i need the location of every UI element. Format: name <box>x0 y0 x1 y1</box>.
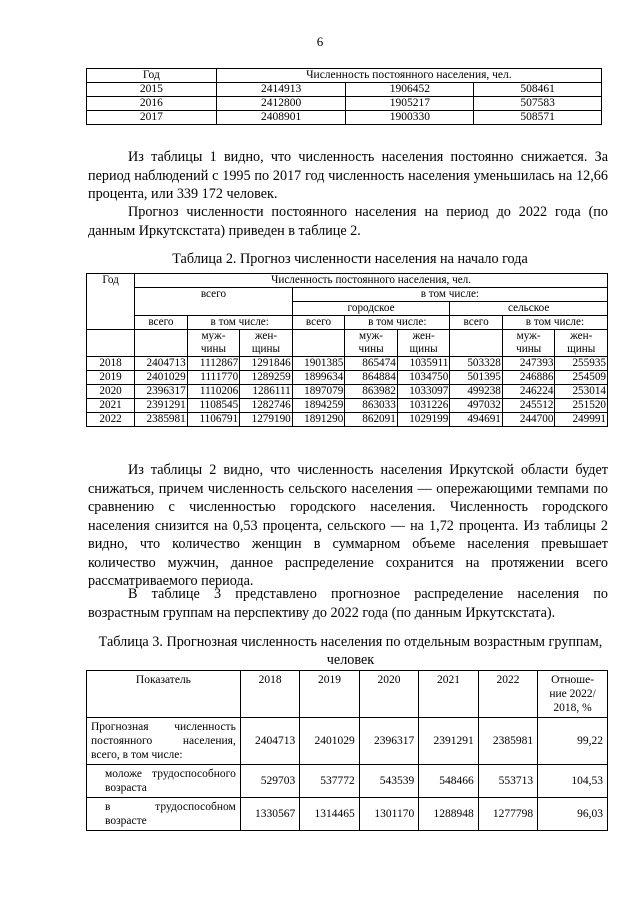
table2-caption: Таблица 2. Прогноз численности населения на начало года <box>172 251 528 267</box>
value-cell: 96,03 <box>538 798 608 831</box>
table-row <box>87 765 608 798</box>
table-row <box>87 111 602 125</box>
paragraph-3: Из таблицы 2 видно, что численность населения Иркутской области будет снижаться, причем численность сельского населения — опережающими темпами по сравнению с численностью городского населения. Численность городского населения снизится на 0,53 процента, сельского — на 1,72 процента. Из таблицы 2 видно, что количество женщин в суммарном объеме населения превышает количество мужчин, данное распределение сохранится на протяжении всего рассматриваемого периода. <box>88 462 608 589</box>
value-cell: 2404713 <box>135 357 188 371</box>
value-cell: 1897079 <box>292 385 345 399</box>
value-cell: 253014 <box>555 385 608 399</box>
value-cell: 863982 <box>345 385 398 399</box>
value-cell: 537772 <box>300 765 359 798</box>
value-cell: 99,22 <box>538 718 608 765</box>
value-cell: 246224 <box>502 385 555 399</box>
value-cell: 1891290 <box>292 413 345 427</box>
paragraph-4: В таблице 3 представлено прогнозное распределение населения по возрастным группам на перспективу до 2022 года (по данным Иркутскстата). <box>88 586 608 621</box>
year-cell: 2021 <box>87 399 135 413</box>
table-row <box>87 371 608 385</box>
value-cell: 2396317 <box>359 718 418 765</box>
value-cell: 247393 <box>502 357 555 371</box>
value-cell: 1906452 <box>346 83 474 97</box>
year-cell: 2016 <box>87 97 217 111</box>
header-including-sub: в том числе: <box>502 316 607 330</box>
value-cell: 245512 <box>502 399 555 413</box>
age-group-forecast-table <box>86 670 608 831</box>
header-female: жен- щины <box>397 330 450 357</box>
empty-cell <box>87 330 135 357</box>
header-including: в том числе: <box>292 288 607 302</box>
value-cell: 1034750 <box>397 371 450 385</box>
header-total: всего <box>135 316 188 330</box>
value-cell: 1033097 <box>397 385 450 399</box>
paragraph-1: Из таблицы 1 видно, что численность населения постоянно снижается. За период наблюдений с 1995 по 2017 год численность населения уменьшилась на 12,66 процента, или 339 172 человек. <box>88 149 608 202</box>
value-cell: 2391291 <box>419 718 478 765</box>
value-cell: 1901385 <box>292 357 345 371</box>
paragraph-2: Прогноз численности постоянного населения на период до 2022 года (по данным Иркутскстата) приведен в таблице 2. <box>88 204 608 239</box>
value-cell: 251520 <box>555 399 608 413</box>
header-cell: Показатель <box>87 671 241 718</box>
value-cell: 1314465 <box>300 798 359 831</box>
value-cell: 1291846 <box>240 357 293 371</box>
header-including-sub: в том числе: <box>345 316 450 330</box>
table-row <box>87 83 602 97</box>
year-cell: 2015 <box>87 83 217 97</box>
value-cell: 2401029 <box>300 718 359 765</box>
value-cell: 1111770 <box>187 371 240 385</box>
value-cell: 2412800 <box>216 97 346 111</box>
value-cell: 494691 <box>450 413 503 427</box>
table-row <box>87 413 608 427</box>
value-cell: 1286111 <box>240 385 293 399</box>
value-cell: 244700 <box>502 413 555 427</box>
header-cell: 2022 <box>478 671 537 718</box>
year-cell: 2019 <box>87 371 135 385</box>
value-cell: 1288948 <box>419 798 478 831</box>
forecast-population-table <box>86 273 608 427</box>
header-including-sub: в том числе: <box>187 316 292 330</box>
value-cell: 2396317 <box>135 385 188 399</box>
value-cell: 1035911 <box>397 357 450 371</box>
indicator-label: Прогнозная численность постоянного населения, всего, в том числе: <box>87 718 241 765</box>
table-row <box>87 385 608 399</box>
empty-cell <box>135 330 188 357</box>
header-year: Год <box>87 274 135 330</box>
year-cell: 2018 <box>87 357 135 371</box>
table-header-row <box>87 671 608 718</box>
value-cell: 553713 <box>478 765 537 798</box>
header-male: муж- чины <box>345 330 398 357</box>
header-cell: 2018 <box>240 671 299 718</box>
value-cell: 1106791 <box>187 413 240 427</box>
header-total: всего <box>292 316 345 330</box>
value-cell: 1905217 <box>346 97 474 111</box>
value-cell: 1900330 <box>346 111 474 125</box>
population-table-continuation <box>86 68 602 125</box>
table-row <box>87 97 602 111</box>
value-cell: 104,53 <box>538 765 608 798</box>
value-cell: 1112867 <box>187 357 240 371</box>
table3-caption: Таблица 3. Прогнозная численность населения по отдельным возрастным группам, человек <box>98 634 603 668</box>
value-cell: 2391291 <box>135 399 188 413</box>
header-rural: сельское <box>450 302 608 316</box>
value-cell: 1279190 <box>240 413 293 427</box>
value-cell: 1110206 <box>187 385 240 399</box>
value-cell: 254509 <box>555 371 608 385</box>
value-cell: 1330567 <box>240 798 299 831</box>
table-row <box>87 798 608 831</box>
year-cell: 2020 <box>87 385 135 399</box>
value-cell: 864884 <box>345 371 398 385</box>
empty-cell <box>292 330 345 357</box>
header-male: муж- чины <box>187 330 240 357</box>
value-cell: 2385981 <box>135 413 188 427</box>
page-number: 6 <box>316 34 324 49</box>
header-cell: 2021 <box>419 671 478 718</box>
value-cell: 529703 <box>240 765 299 798</box>
value-cell: 1277798 <box>478 798 537 831</box>
header-population: Численность постоянного населения, чел. <box>135 274 608 288</box>
table-row <box>87 718 608 765</box>
value-cell: 2408901 <box>216 111 346 125</box>
value-cell: 249991 <box>555 413 608 427</box>
header-female: жен- щины <box>240 330 293 357</box>
value-cell: 2414913 <box>216 83 346 97</box>
indicator-label: моложе трудоспособного возраста <box>87 765 241 798</box>
value-cell: 497032 <box>450 399 503 413</box>
value-cell: 1108545 <box>187 399 240 413</box>
year-cell: 2022 <box>87 413 135 427</box>
value-cell: 499238 <box>450 385 503 399</box>
value-cell: 543539 <box>359 765 418 798</box>
value-cell: 862091 <box>345 413 398 427</box>
header-urban: городское <box>292 302 450 316</box>
value-cell: 1301170 <box>359 798 418 831</box>
value-cell: 246886 <box>502 371 555 385</box>
header-all: всего <box>135 288 293 316</box>
value-cell: 255935 <box>555 357 608 371</box>
value-cell: 1894259 <box>292 399 345 413</box>
value-cell: 503328 <box>450 357 503 371</box>
value-cell: 1031226 <box>397 399 450 413</box>
header-cell: 2019 <box>300 671 359 718</box>
value-cell: 508571 <box>474 111 602 125</box>
value-cell: 548466 <box>419 765 478 798</box>
value-cell: 1029199 <box>397 413 450 427</box>
value-cell: 508461 <box>474 83 602 97</box>
header-population: Численность постоянного населения, чел. <box>216 69 601 83</box>
header-cell: 2020 <box>359 671 418 718</box>
value-cell: 501395 <box>450 371 503 385</box>
header-total: всего <box>450 316 503 330</box>
value-cell: 1289259 <box>240 371 293 385</box>
value-cell: 863033 <box>345 399 398 413</box>
year-cell: 2017 <box>87 111 217 125</box>
table-row <box>87 357 608 371</box>
value-cell: 2401029 <box>135 371 188 385</box>
table-row <box>87 399 608 413</box>
value-cell: 1899634 <box>292 371 345 385</box>
value-cell: 1282746 <box>240 399 293 413</box>
header-female: жен- щины <box>555 330 608 357</box>
value-cell: 2385981 <box>478 718 537 765</box>
value-cell: 865474 <box>345 357 398 371</box>
header-male: муж- чины <box>502 330 555 357</box>
header-year: Год <box>87 69 217 83</box>
header-cell: Отноше- ние 2022/ 2018, % <box>538 671 608 718</box>
value-cell: 507583 <box>474 97 602 111</box>
indicator-label: в трудоспособном возрасте <box>87 798 241 831</box>
value-cell: 2404713 <box>240 718 299 765</box>
empty-cell <box>450 330 503 357</box>
